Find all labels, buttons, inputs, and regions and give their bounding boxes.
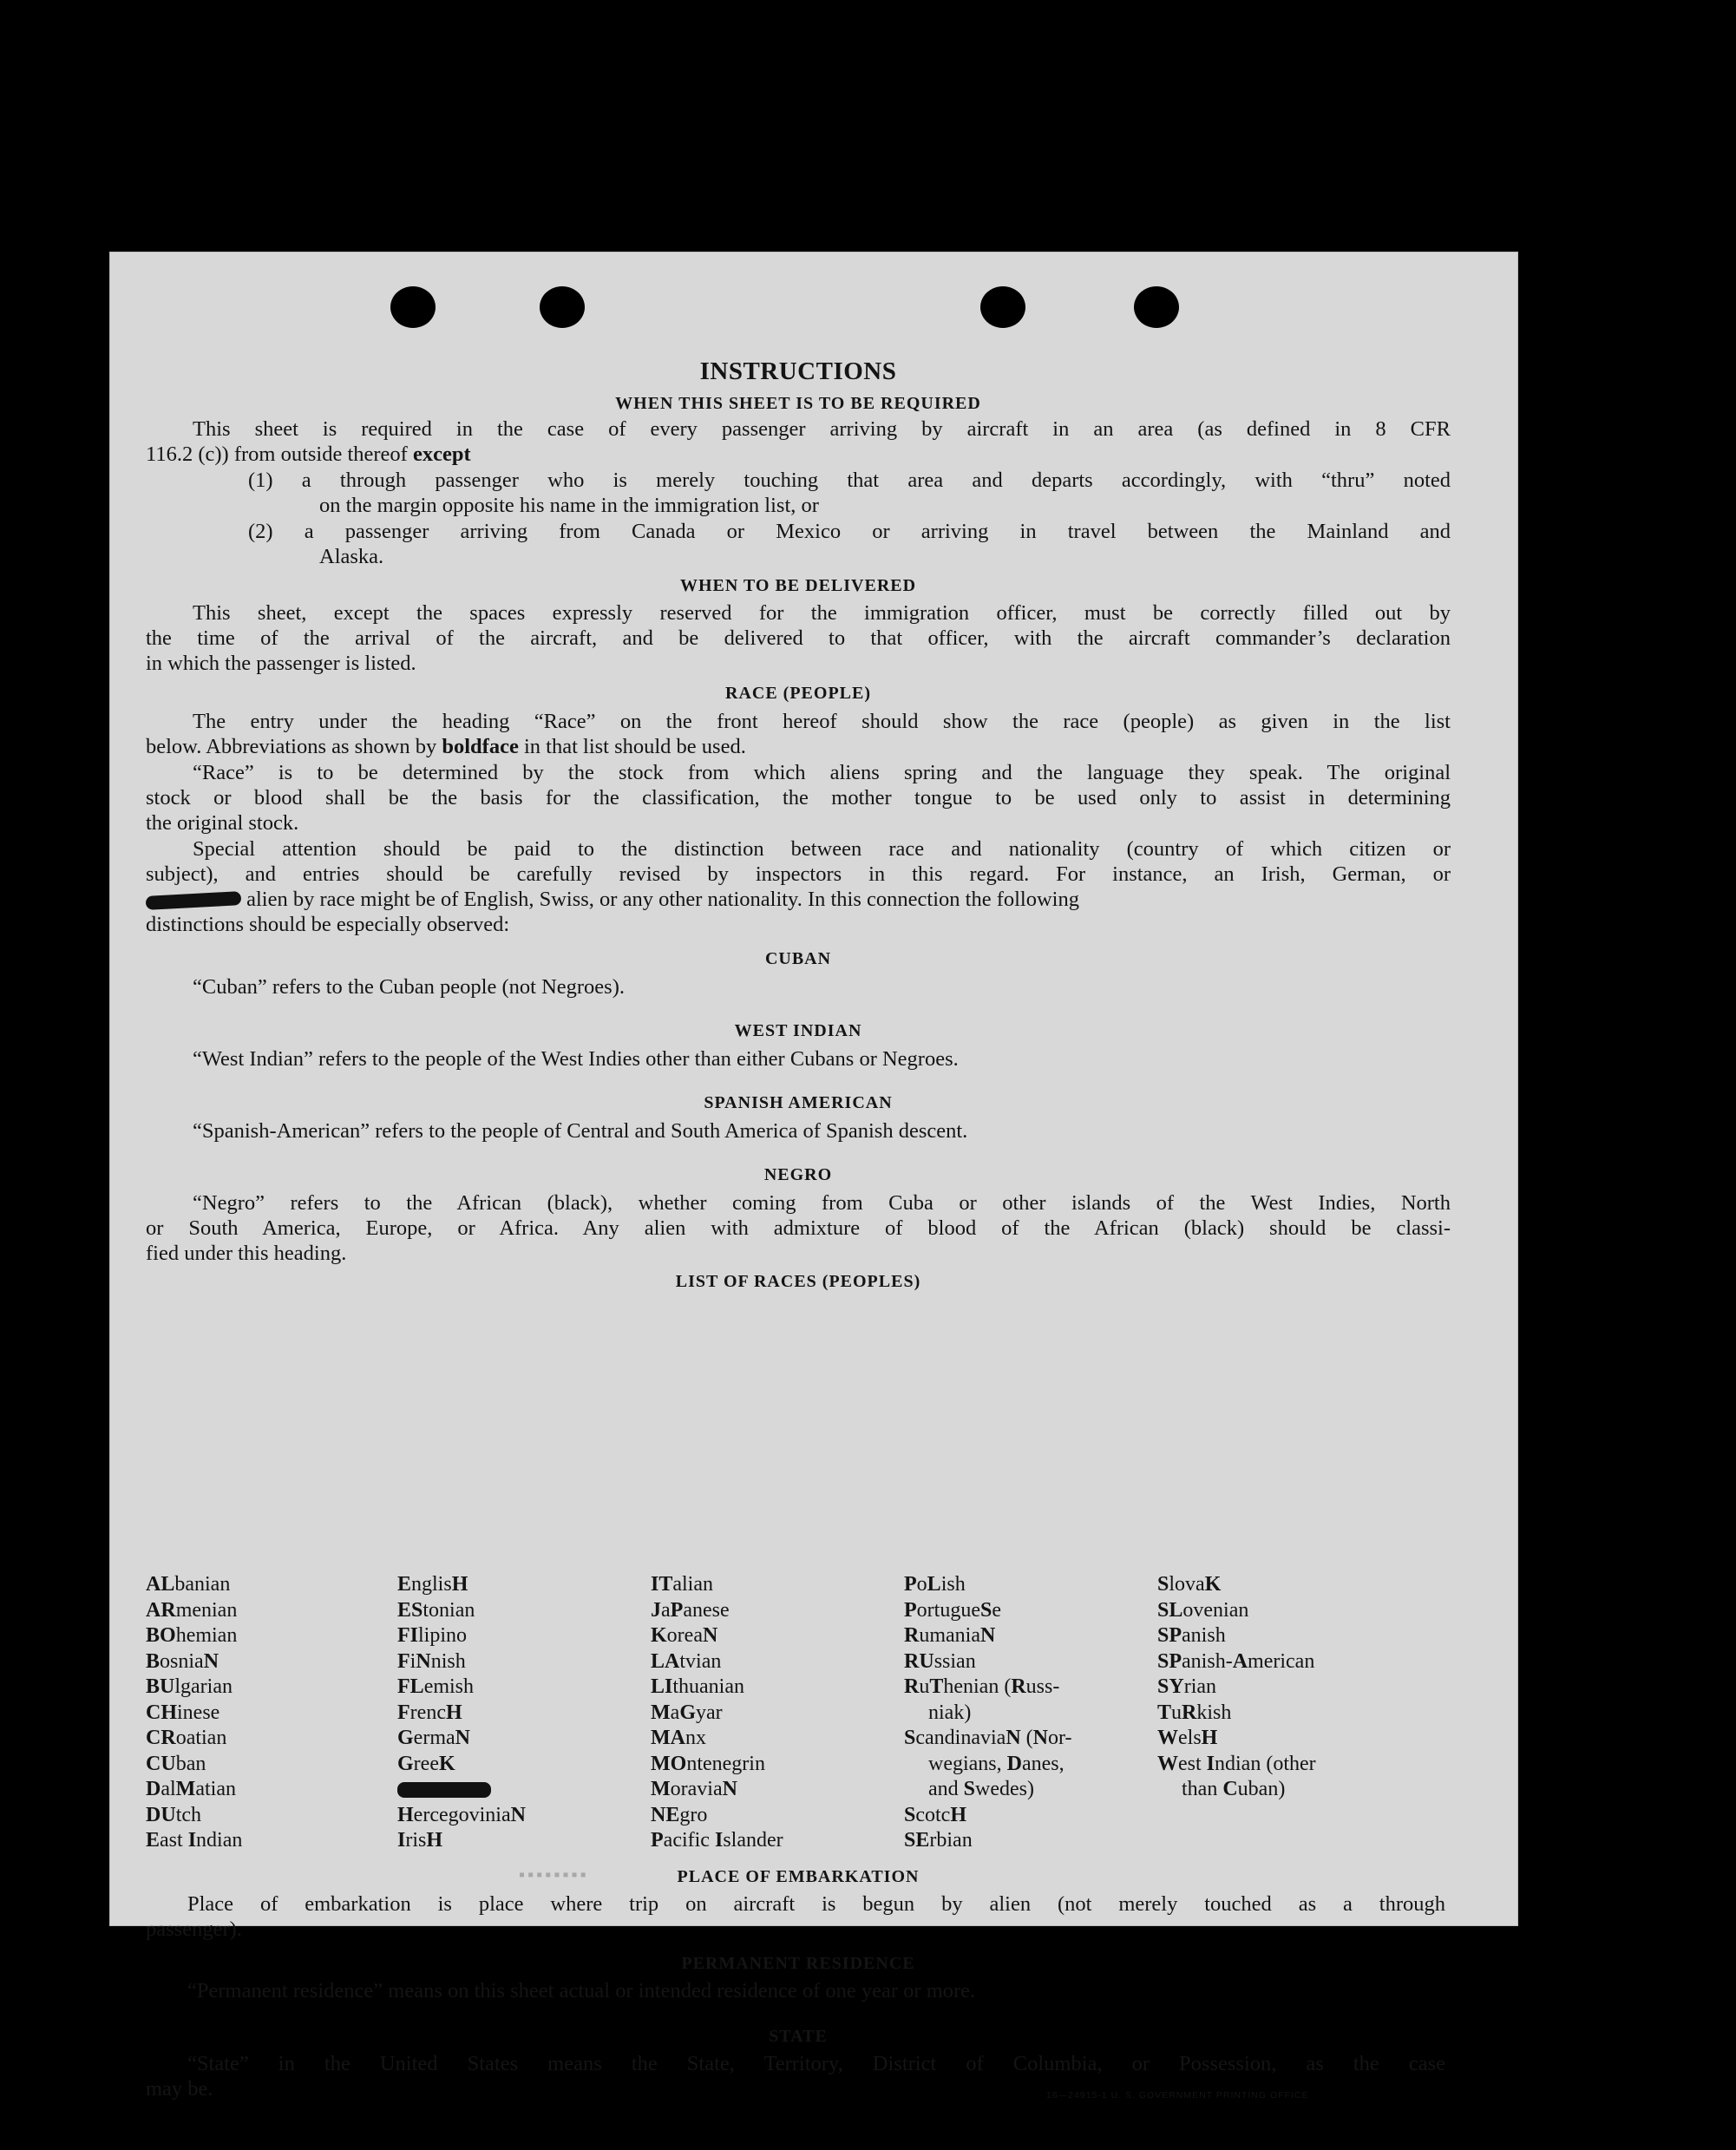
race-p3-line2: subject), and entries should be carefully revised by inspectors in this regard. For instance, an Irish, German, or <box>146 862 1451 886</box>
race-entry: ALbanian <box>146 1573 231 1596</box>
punch-hole <box>540 286 585 328</box>
race-entry: KoreaN <box>651 1624 718 1647</box>
delivered-line1: This sheet, except the spaces expressly reserved for the immigration officer, must be correctly filled out by <box>193 601 1451 625</box>
race-entry: BOhemian <box>146 1624 238 1647</box>
state-line1: “State” in the United States means the State, Territory, District of Columbia, or Possession, as the case <box>187 2052 1445 2075</box>
race-entry: than Cuban) <box>1182 1778 1286 1800</box>
state-line2: may be. <box>146 2077 213 2101</box>
race-entry: MoraviaN <box>651 1778 737 1800</box>
race-entry: MAnx <box>651 1727 706 1749</box>
redaction-mark <box>146 892 242 911</box>
faded-stamp: ▪▪▪▪▪▪▪▪ <box>519 1865 589 1885</box>
negro-line1: “Negro” refers to the African (black), whether coming from Cuba or other islands of the West Indies, North <box>193 1191 1451 1215</box>
race-entry: TuRkish <box>1157 1701 1232 1724</box>
race-entry: SlovaK <box>1157 1573 1222 1596</box>
race-p2-line2: stock or blood shall be the basis for the classification, the mother tongue to be used only to assist in determining <box>146 786 1451 810</box>
heading-embarkation: PLACE OF EMBARKATION <box>677 1867 920 1886</box>
heading-spanish-american: SPANISH AMERICAN <box>704 1093 893 1112</box>
negro-line2: or South America, Europe, or Africa. Any alien with admixture of blood of the African (black) should be classi- <box>146 1216 1451 1240</box>
heading-west-indian: WEST INDIAN <box>734 1021 862 1040</box>
punch-hole <box>980 286 1025 328</box>
west-indian-text: “West Indian” refers to the people of the West Indies other than either Cubans or Negroes. <box>193 1047 959 1071</box>
heading-state: STATE <box>769 2027 828 2046</box>
required-intro-line2: 116.2 (c)) from outside thereof except <box>146 442 471 466</box>
race-p2-line3: the original stock. <box>146 811 299 835</box>
race-entry: HercegoviniaN <box>397 1803 526 1826</box>
race-entry: ScandinaviaN (Nor- <box>904 1727 1072 1749</box>
race-column <box>397 1572 526 1854</box>
required-item-1: (1) a through passenger who is merely touching that area and departs accordingly, with “thru” noted <box>248 469 1451 492</box>
heading-residence: PERMANENT RESIDENCE <box>681 1954 915 1973</box>
race-entry: CHinese <box>146 1701 220 1724</box>
race-entry: Pacific Islander <box>651 1829 783 1852</box>
race-entry: niak) <box>928 1701 972 1724</box>
race-entry: WelsH <box>1157 1727 1218 1749</box>
race-entry: SPanish <box>1157 1624 1226 1647</box>
race-entry: MaGyar <box>651 1701 723 1724</box>
race-entry: SLovenian <box>1157 1598 1249 1622</box>
race-p2-line1: “Race” is to be determined by the stock from which aliens spring and the language they speak. The original <box>193 761 1451 784</box>
race-entry: CRoatian <box>146 1727 227 1749</box>
race-p1-line1: The entry under the heading “Race” on the front hereof should show the race (people) as given in the list <box>193 710 1451 733</box>
required-item-1-cont: on the margin opposite his name in the immigration list, or <box>319 494 819 517</box>
heading-required: WHEN THIS SHEET IS TO BE REQUIRED <box>615 394 981 413</box>
race-entry: FIlipino <box>397 1624 468 1647</box>
punch-hole <box>1134 286 1179 328</box>
race-entry: and Swedes) <box>928 1778 1034 1800</box>
race-entry: RumaniaN <box>904 1624 996 1647</box>
heading-cuban: CUBAN <box>764 949 832 968</box>
race-column <box>146 1572 242 1854</box>
heading-negro: NEGRO <box>763 1165 833 1184</box>
printing-office-footer: 16—24915-1 U. S. GOVERNMENT PRINTING OFFICE <box>1046 2090 1309 2101</box>
race-entry: ARmenian <box>146 1598 238 1622</box>
race-entry: LIthuanian <box>651 1675 744 1698</box>
race-entry: FrencH <box>397 1701 462 1724</box>
race-entry: BosniaN <box>146 1649 219 1673</box>
embarkation-line1: Place of embarkation is place where trip on aircraft is begun by alien (not merely touched as a through <box>187 1892 1445 1916</box>
race-entry: ScotcH <box>904 1803 967 1826</box>
race-entry: FiNnish <box>397 1649 466 1673</box>
race-entry: SYrian <box>1157 1675 1217 1698</box>
race-entry: ITalian <box>651 1573 713 1596</box>
instruction-sheet <box>109 252 1518 2101</box>
race-entry: RuThenian (Russ- <box>904 1675 1060 1698</box>
required-item-2-cont: Alaska. <box>319 545 384 568</box>
race-entry: JaPanese <box>651 1598 730 1622</box>
race-column <box>651 1572 783 1854</box>
race-p3-line3: alien by race might be of English, Swiss, or any other nationality. In this connection the following <box>146 887 1079 913</box>
race-entry: NEgro <box>651 1803 708 1826</box>
race-entry: SPanish-American <box>1157 1649 1315 1673</box>
race-entry: RUssian <box>904 1649 976 1673</box>
race-entry: CUban <box>146 1752 206 1775</box>
heading-delivered: WHEN TO BE DELIVERED <box>679 576 917 595</box>
page-title: INSTRUCTIONS <box>699 357 897 385</box>
race-entry: East Indian <box>146 1829 243 1852</box>
delivered-line2: the time of the arrival of the aircraft, and be delivered to that officer, with the aircraft commander’s declaration <box>146 626 1451 650</box>
embarkation-line2: passenger). <box>146 1917 242 1941</box>
residence-text: “Permanent residence” means on this sheet actual or intended residence of one year or more. <box>187 1979 976 2003</box>
required-item-2: (2) a passenger arriving from Canada or Mexico or arriving in travel between the Mainland and <box>248 520 1451 543</box>
spanish-american-text: “Spanish-American” refers to the people of Central and South America of Spanish descent. <box>193 1119 968 1143</box>
race-p3-line1: Special attention should be paid to the distinction between race and nationality (country of which citizen or <box>193 837 1451 861</box>
redaction-mark <box>397 1782 491 1798</box>
race-entry: PortugueSe <box>904 1598 1001 1622</box>
race-entry: PoLish <box>904 1573 966 1596</box>
required-intro-line1: This sheet is required in the case of every passenger arriving by aircraft in an area (as defined in 8 CFR <box>193 417 1451 441</box>
race-entry: DalMatian <box>146 1778 236 1800</box>
race-column <box>1157 1572 1316 1803</box>
race-entry: FLemish <box>397 1675 475 1698</box>
race-entry: wegians, Danes, <box>928 1752 1065 1775</box>
race-entry: EStonian <box>397 1598 475 1622</box>
race-entry: LAtvian <box>651 1649 722 1673</box>
cuban-text: “Cuban” refers to the Cuban people (not Negroes). <box>193 975 625 999</box>
race-entry <box>397 1777 526 1803</box>
race-entry: SErbian <box>904 1829 973 1852</box>
heading-list-of-races: LIST OF RACES (PEOPLES) <box>675 1272 921 1291</box>
race-entry: EnglisH <box>397 1573 468 1596</box>
race-p1-line2: below. Abbreviations as shown by boldface in that list should be used. <box>146 735 746 758</box>
race-column <box>904 1572 1072 1854</box>
race-entry: IrisH <box>397 1829 443 1852</box>
race-entry: MOntenegrin <box>651 1752 765 1775</box>
race-p3-line4: distinctions should be especially observed: <box>146 913 510 936</box>
punch-hole <box>390 286 436 328</box>
delivered-line3: in which the passenger is listed. <box>146 652 416 675</box>
race-entry: GreeK <box>397 1752 455 1775</box>
negro-line3: fied under this heading. <box>146 1242 347 1265</box>
heading-race: RACE (PEOPLE) <box>725 684 871 703</box>
race-entry: GermaN <box>397 1727 470 1749</box>
race-entry: West Indian (other <box>1157 1752 1316 1775</box>
race-entry: DUtch <box>146 1803 202 1826</box>
race-entry: BUlgarian <box>146 1675 233 1698</box>
